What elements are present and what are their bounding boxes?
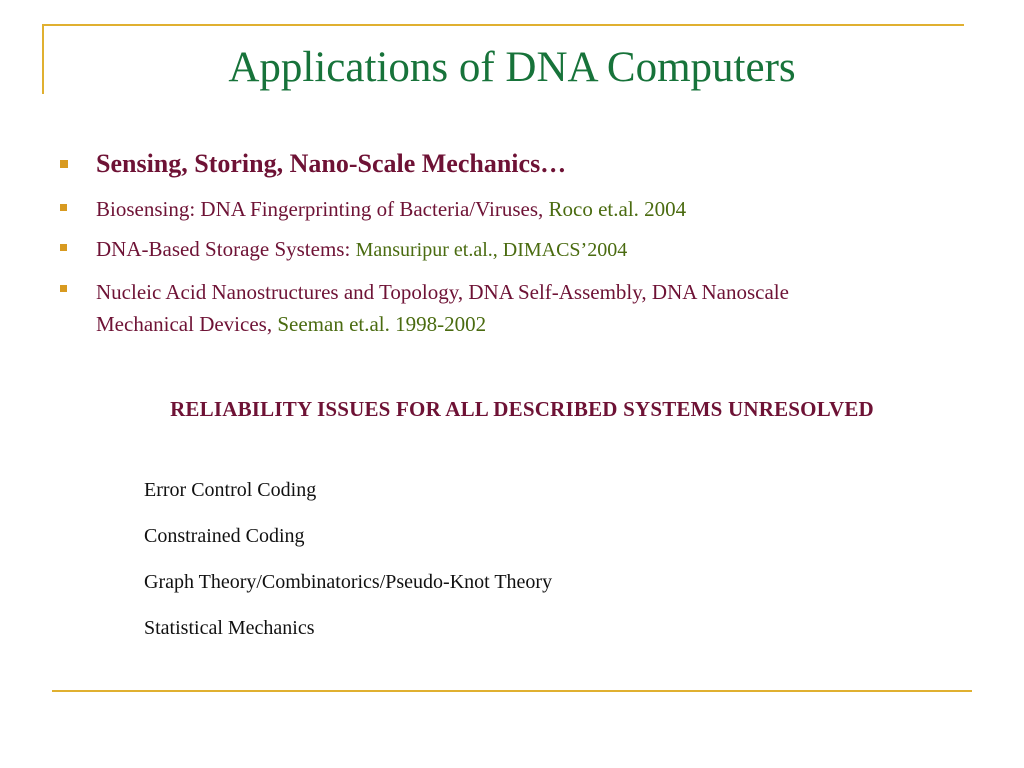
bullet-reference: Seeman et.al. 1998-2002 bbox=[277, 312, 487, 336]
bottom-rule bbox=[52, 690, 972, 692]
slide-title: Applications of DNA Computers bbox=[228, 44, 796, 91]
top-rule-horizontal bbox=[42, 24, 964, 26]
topic-item: Error Control Coding bbox=[144, 479, 317, 501]
bullet-label: Biosensing: DNA Fingerprinting of Bacteria/Viruses, bbox=[96, 197, 549, 221]
bullet-label: Nucleic Acid Nanostructures and Topology, DNA Self-Assembly, DNA Nanoscale Mechanical Devices, bbox=[96, 280, 789, 336]
bullet-square-icon bbox=[60, 204, 67, 211]
bullet-square-icon bbox=[60, 285, 67, 292]
bullet-text bbox=[96, 195, 916, 223]
bullet-text bbox=[96, 235, 916, 264]
topic-item: Constrained Coding bbox=[144, 525, 305, 547]
bullet-reference: Mansuripur et.al., DIMACS’2004 bbox=[355, 239, 628, 261]
bullet-label: Sensing, Storing, Nano-Scale Mechanics… bbox=[96, 149, 567, 178]
bullet-square-icon bbox=[60, 160, 68, 168]
topic-item: Statistical Mechanics bbox=[144, 617, 315, 639]
bullet-text bbox=[96, 148, 916, 180]
bullet-square-icon bbox=[60, 244, 67, 251]
top-rule-vertical bbox=[42, 24, 44, 94]
bullet-label: DNA-Based Storage Systems: bbox=[96, 237, 356, 261]
bullet-reference: Roco et.al. 2004 bbox=[548, 197, 687, 221]
topic-item: Graph Theory/Combinatorics/Pseudo-Knot Theory bbox=[144, 571, 553, 593]
bullet-text bbox=[96, 276, 866, 340]
section-heading: RELIABILITY ISSUES FOR ALL DESCRIBED SYSTEMS UNRESOLVED bbox=[170, 397, 874, 421]
